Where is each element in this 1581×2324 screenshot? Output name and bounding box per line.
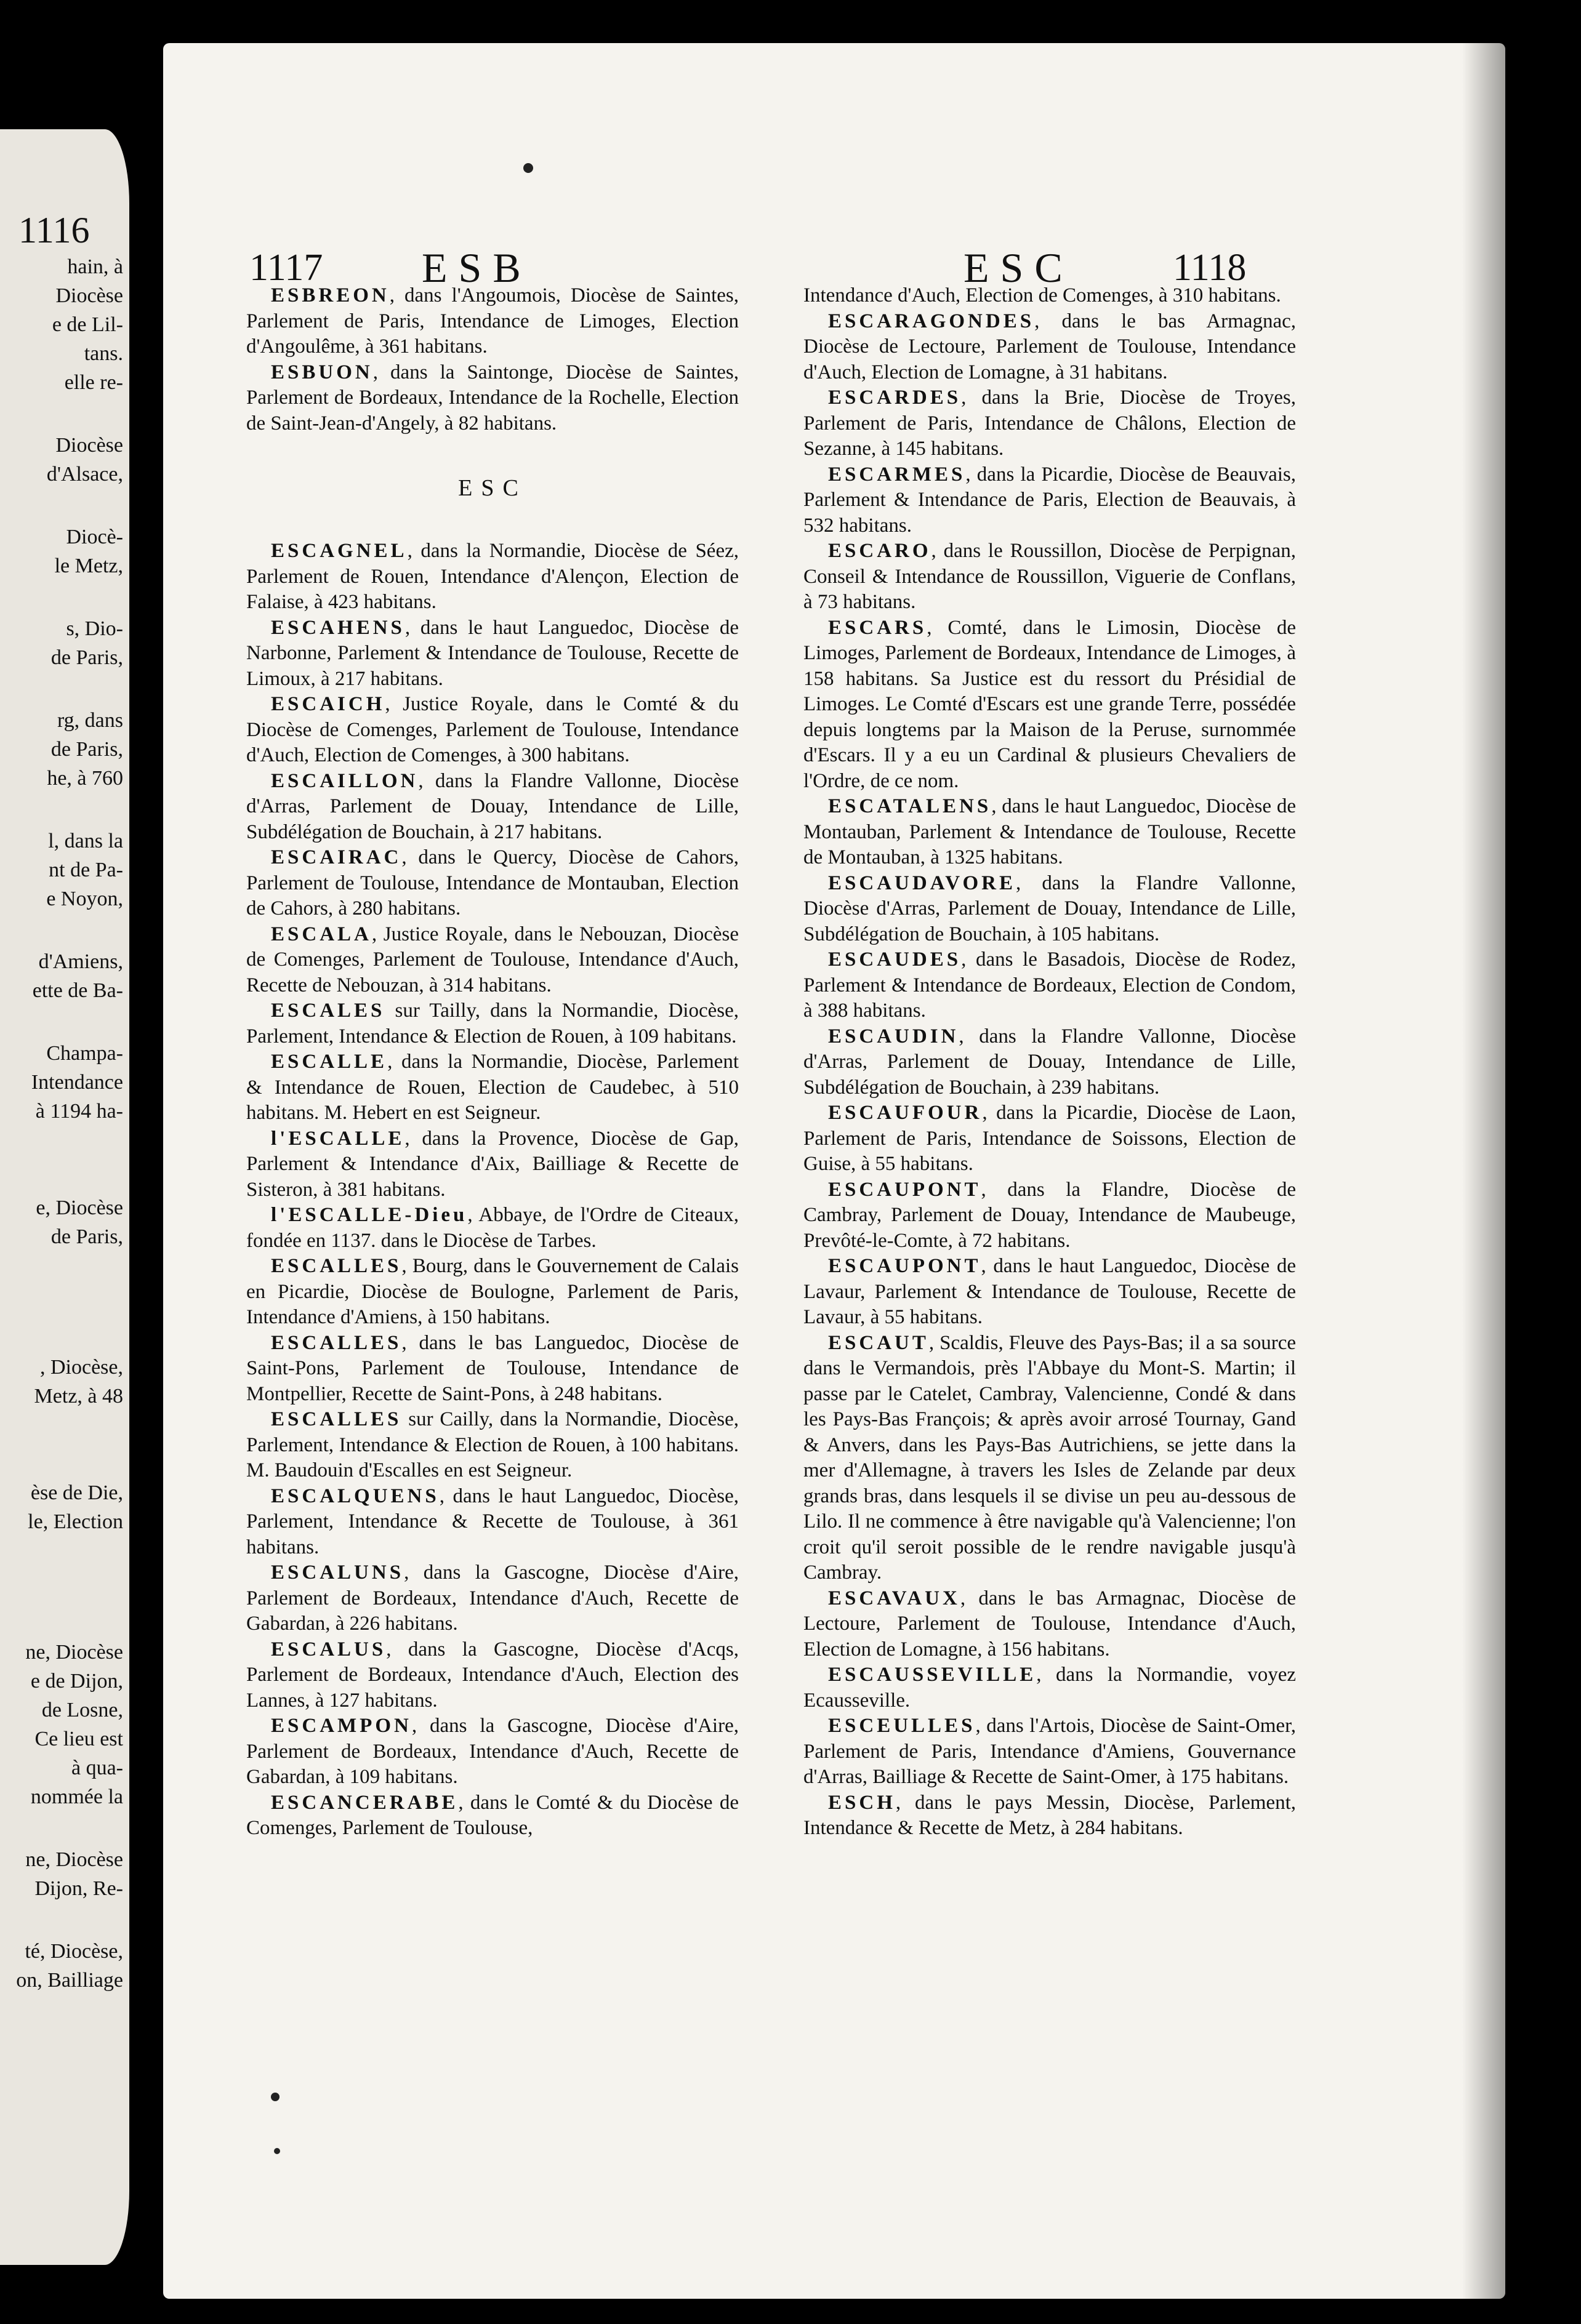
right-page-number: 1118 xyxy=(1173,247,1247,289)
gazetteer-entry xyxy=(803,1713,1296,1790)
entry-headword: l'ESCALLE xyxy=(271,1127,405,1150)
previous-page-line: de Paris, xyxy=(50,1225,123,1248)
entry-headword: ESCATALENS xyxy=(828,795,992,817)
gazetteer-entry xyxy=(246,360,739,437)
previous-page-line: hain, à xyxy=(67,255,123,278)
previous-page-line: tans. xyxy=(84,342,123,365)
previous-page-gap xyxy=(0,1903,123,1937)
previous-page-gap xyxy=(0,1536,123,1570)
entry-text: , dans la Normandie, Diocèse, Parlement & Intendance de Rouen, Election de Caudebec, à 510 habitans. M. Hebert en est Seigneur. xyxy=(246,1051,739,1124)
gazetteer-entry xyxy=(803,871,1296,948)
previous-page-line: e, Diocèse xyxy=(36,1196,123,1219)
section-heading: ESC xyxy=(458,475,527,501)
previous-page-gap xyxy=(0,1319,123,1353)
previous-page-gap xyxy=(0,913,123,947)
previous-page-line: d'Alsace, xyxy=(46,463,123,486)
gazetteer-entry xyxy=(246,1049,739,1126)
entry-headword: ESCALLES xyxy=(271,1331,402,1354)
previous-page-line: s, Dio- xyxy=(66,617,123,640)
gazetteer-entry xyxy=(803,1790,1296,1841)
entry-text: , dans le pays Messin, Diocèse, Parlement, Intendance & Recette de Metz, à 284 habitans. xyxy=(803,1791,1296,1839)
entry-text: , dans la Picardie, Diocèse de Beauvais, Parlement & Intendance de Paris, Election de Beauvais, à 532 habitans. xyxy=(803,463,1296,537)
gazetteer-entry xyxy=(246,1637,739,1714)
entry-headword: l'ESCALLE-Dieu xyxy=(271,1204,468,1226)
entry-text: , dans le haut Languedoc, Diocèse de Montauban, Parlement & Intendance de Toulouse, Recette de Montauban, à 1325 habitans. xyxy=(803,795,1296,868)
gazetteer-entry xyxy=(246,539,739,615)
entry-headword: ESCARS xyxy=(828,616,927,639)
entry-text: , dans le Comté & du Diocèse de Comenges, Parlement de Toulouse, xyxy=(246,1791,739,1839)
entry-headword: ESCH xyxy=(828,1791,896,1814)
gazetteer-entry xyxy=(246,769,739,846)
entry-headword: ESCALUS xyxy=(271,1638,387,1661)
entry-text: , dans le haut Languedoc, Diocèse, Parlement, Intendance & Recette de Toulouse, à 361 habitans. xyxy=(246,1485,739,1558)
entry-headword: ESCAVAUX xyxy=(828,1587,960,1609)
previous-page-line: on, Bailliage xyxy=(16,1969,123,1992)
entry-text: , dans la Normandie, Diocèse de Séez, Parlement de Rouen, Intendance d'Alençon, Election de Falaise, à 423 habitans. xyxy=(246,540,739,613)
previous-page-line: de Losne, xyxy=(41,1699,123,1721)
entry-text: , dans la Flandre, Diocèse de Cambray, Parlement de Douay, Intendance de Maubeuge, Prevôté-le-Comte, à 72 habitans. xyxy=(803,1178,1296,1252)
entry-headword: ESCANCERABE xyxy=(271,1791,459,1814)
previous-page-line: he, à 760 xyxy=(47,767,123,790)
previous-page-line: de Paris, xyxy=(50,646,123,669)
entry-headword: ESCEULLES xyxy=(828,1715,976,1737)
left-entries-before-section xyxy=(246,283,739,436)
entry-text: , dans le haut Languedoc, Diocèse de Lavaur, Parlement & Intendance de Toulouse, Recette de Lavaur, à 55 habitans. xyxy=(803,1255,1296,1328)
previous-page-line: elle re- xyxy=(64,371,123,394)
entry-headword: ESCAILLON xyxy=(271,769,419,792)
entry-headword: ESCAIRAC xyxy=(271,846,402,868)
gazetteer-entry xyxy=(803,615,1296,795)
entry-text: , dans la Gascogne, Diocèse d'Acqs, Parlement de Bordeaux, Intendance d'Auch, Election des Lannes, à 127 habitans. xyxy=(246,1638,739,1712)
entry-text: , dans le bas Languedoc, Diocèse de Saint-Pons, Parlement de Toulouse, Intendance de Montpellier, Recette de Saint-Pons, à 248 habitans. xyxy=(246,1331,739,1405)
entry-headword: ESCALES xyxy=(271,1000,385,1022)
previous-page-line: Diocèse xyxy=(55,284,123,307)
gazetteer-entry xyxy=(803,1100,1296,1177)
entry-headword: ESCALLE xyxy=(271,1051,388,1073)
previous-page-line: d'Amiens, xyxy=(38,950,123,973)
previous-page-line: ne, Diocèse xyxy=(25,1641,123,1664)
gazetteer-entry xyxy=(803,1177,1296,1254)
gazetteer-entry xyxy=(246,1331,739,1408)
previous-page-line: le Metz, xyxy=(54,555,123,577)
previous-page-line: Metz, à 48 xyxy=(34,1385,123,1408)
previous-page-line: té, Diocèse, xyxy=(25,1940,123,1963)
gazetteer-entry xyxy=(803,1662,1296,1713)
entry-text: , Bourg, dans le Gouvernement de Calais en Picardie, Diocèse de Boulogne, Parlement de Paris, Intendance d'Amiens, à 150 habitans. xyxy=(246,1255,739,1328)
previous-page-gap xyxy=(0,489,123,523)
entry-headword: ESCALUNS xyxy=(271,1561,404,1584)
binding-shadow xyxy=(1462,43,1505,2299)
gazetteer-entry xyxy=(803,1586,1296,1663)
previous-page-edge xyxy=(0,129,129,2265)
entry-text: , dans la Gascogne, Diocèse d'Aire, Parlement de Bordeaux, Intendance d'Auch, Recette de Gabardan, à 109 habitans. xyxy=(246,1715,739,1788)
entry-text: , dans le Basadois, Diocèse de Rodez, Parlement & Intendance de Bordeaux, Election de Condom, à 388 habitans. xyxy=(803,948,1296,1022)
entry-text: , Justice Royale, dans le Comté & du Diocèse de Comenges, Parlement de Toulouse, Intendance d'Auch, Election de Comenges, à 300 habitans. xyxy=(246,693,739,766)
entry-headword: ESCAUDIN xyxy=(828,1025,959,1048)
entry-text: , Justice Royale, dans le Nebouzan, Diocèse de Comenges, Parlement de Toulouse, Intendance d'Auch, Recette de Nebouzan, à 314 habitans. xyxy=(246,923,739,996)
previous-page-gap xyxy=(0,793,123,827)
previous-page-line: Diocè- xyxy=(66,526,123,548)
previous-page-line: Intendance xyxy=(31,1071,123,1094)
left-page-number: 1117 xyxy=(249,247,323,289)
entry-text: , Scaldis, Fleuve des Pays-Bas; il a sa source dans le Vermandois, près l'Abbaye du Mont-S. Martin; il passe par le Catelet, Cambray, Valencienne, Condé & dans les Pays-Bas François; & après avoir arrosé Tournay, Gand & Anvers, dans les Pays-Bas Autrichiens, se jette dans la mer d'Allemagne, à travers les Isles de Zelande par deux grands bras, dans lesquels il se divise un peu au-dessous de Lilo. Il ne commence à être navigable qu'à Valencienne; l'on croit qu'il seroit possible de le rendre navigable jusqu'à Cambray. xyxy=(803,1331,1296,1584)
gazetteer-entry xyxy=(246,1560,739,1637)
entry-headword: ESBREON xyxy=(271,284,390,307)
entry-headword: ESCARDES xyxy=(828,387,962,409)
gazetteer-entry xyxy=(246,692,739,769)
entry-headword: ESCAUT xyxy=(828,1331,929,1354)
entry-text: , dans la Flandre Vallonne, Diocèse d'Arras, Parlement de Douay, Intendance de Lille, Subdélégation de Bouchain, à 239 habitans. xyxy=(803,1025,1296,1099)
entry-text: sur Tailly, dans la Normandie, Diocèse, Parlement, Intendance & Election de Rouen, à 109 habitans. xyxy=(246,1000,739,1048)
previous-page-gap xyxy=(0,672,123,706)
previous-page-line: Dijon, Re- xyxy=(34,1877,123,1900)
previous-page-line: e Noyon, xyxy=(46,888,123,910)
gazetteer-entry xyxy=(803,1331,1296,1586)
previous-page-line: à qua- xyxy=(71,1757,123,1779)
entry-headword: ESCALQUENS xyxy=(271,1485,440,1507)
ink-speck xyxy=(271,2093,280,2101)
left-column xyxy=(246,283,739,1841)
previous-page-line: e de Dijon, xyxy=(30,1670,123,1693)
entry-text: , dans la Provence, Diocèse de Gap, Parlement & Intendance d'Aix, Bailliage & Recette de Sisteron, à 381 habitans. xyxy=(246,1127,739,1201)
entry-text: , dans la Flandre Vallonne, Diocèse d'Arras, Parlement de Douay, Intendance de Lille, Subdélégation de Bouchain, à 105 habitans. xyxy=(803,872,1296,945)
entry-text: , dans l'Angoumois, Diocèse de Saintes, Parlement de Paris, Intendance de Limoges, Election d'Angoulême, à 361 habitans. xyxy=(246,284,739,358)
previous-page-line: ette de Ba- xyxy=(32,979,123,1002)
entry-headword: ESCAUPONT xyxy=(828,1255,981,1277)
gazetteer-entry xyxy=(246,845,739,922)
entry-headword: ESCAUFOUR xyxy=(828,1102,983,1124)
ink-speck xyxy=(523,163,533,173)
previous-page-gap xyxy=(0,1604,123,1638)
entry-text: sur Cailly, dans la Normandie, Diocèse, Parlement, Intendance & Election de Rouen, à 100 habitans. M. Baudouin d'Escalles en est Seigneur. xyxy=(246,1408,739,1481)
previous-page-line: de Paris, xyxy=(50,738,123,761)
entry-headword: ESCAUSSEVILLE xyxy=(828,1664,1037,1686)
previous-page-line: e de Lil- xyxy=(52,313,123,336)
previous-page-line: , Diocèse, xyxy=(39,1356,123,1379)
previous-page-line: Ce lieu est xyxy=(34,1728,123,1750)
gazetteer-entry xyxy=(803,385,1296,462)
entry-headword: ESCAGNEL xyxy=(271,540,408,562)
previous-page-line: l, dans la xyxy=(48,830,123,852)
entry-text: , dans l'Artois, Diocèse de Saint-Omer, Parlement de Paris, Intendance d'Amiens, Gouvernance d'Arras, Bailliage & Recette de Saint-Omer, à 175 habitans. xyxy=(803,1715,1296,1788)
gazetteer-entry xyxy=(246,1254,739,1331)
entry-headword: ESCALLES xyxy=(271,1408,402,1430)
entry-text: , Comté, dans le Limosin, Diocèse de Limoges, Parlement de Bordeaux, Intendance de Limoges, à 158 habitans. Sa Justice est du ressort du Présidial de Limoges. Le Comté d'Escars est une grande Terre, possédée depuis longtems par la Maison de la Peruse, surnommée d'Escars. Il y a eu un Cardinal & plusieurs Chevaliers de l'Ordre, de ce nom. xyxy=(803,616,1296,792)
entry-headword: ESCARMES xyxy=(828,463,966,486)
previous-page-line: èse de Die, xyxy=(30,1481,123,1504)
left-running-title: ESB xyxy=(422,244,532,291)
entry-headword: ESCARAGONDES xyxy=(828,310,1035,332)
previous-page-gap xyxy=(0,580,123,614)
entry-text: , dans la Flandre Vallonne, Diocèse d'Arras, Parlement de Douay, Intendance de Lille, Subdélégation de Bouchain, à 217 habitans. xyxy=(246,769,739,843)
previous-page-gap xyxy=(0,1160,123,1193)
entry-text: , dans le bas Armagnac, Diocèse de Lectoure, Parlement de Toulouse, Intendance d'Auch, Election de Lomagne, à 31 habitans. xyxy=(803,310,1296,383)
gazetteer-entry xyxy=(803,1024,1296,1101)
entry-text: , dans la Normandie, voyez Ecausseville. xyxy=(803,1664,1296,1712)
gazetteer-entry xyxy=(246,998,739,1049)
previous-page-gap xyxy=(0,1285,123,1319)
gazetteer-entry xyxy=(246,1407,739,1484)
gazetteer-entry xyxy=(803,539,1296,615)
gazetteer-entry xyxy=(803,794,1296,871)
previous-page-gap xyxy=(0,1570,123,1604)
previous-page-line: nommée la xyxy=(30,1785,123,1808)
previous-page-line: nt de Pa- xyxy=(49,859,123,881)
entry-text: , dans la Brie, Diocèse de Troyes, Parlement de Paris, Intendance de Châlons, Election de Sezanne, à 145 habitans. xyxy=(803,387,1296,460)
previous-page-gap xyxy=(0,1411,123,1444)
previous-page-gap xyxy=(0,397,123,431)
gazetteer-entry xyxy=(246,1126,739,1203)
gazetteer-entry xyxy=(803,462,1296,539)
entry-text: , dans le Roussillon, Diocèse de Perpignan, Conseil & Intendance de Roussillon, Viguerie de Conflans, à 73 habitans. xyxy=(803,540,1296,613)
previous-page-line: Diocèse xyxy=(55,434,123,457)
gazetteer-entry xyxy=(246,1713,739,1790)
previous-page-gap xyxy=(0,1005,123,1039)
entry-headword: ESCAHENS xyxy=(271,616,405,639)
right-entries xyxy=(803,309,1296,1841)
gazetteer-entry xyxy=(803,947,1296,1024)
previous-page-line: Champa- xyxy=(46,1042,123,1065)
previous-page-text xyxy=(0,252,123,1995)
entry-text: , dans le Quercy, Diocèse de Cahors, Parlement de Toulouse, Intendance de Montauban, Election de Cahors, à 280 habitans. xyxy=(246,846,739,920)
right-running-title: ESC xyxy=(963,244,1074,291)
gazetteer-entry xyxy=(246,615,739,692)
previous-page-gap xyxy=(0,1126,123,1160)
gazetteer-entry xyxy=(246,1203,739,1254)
entry-headword: ESBUON xyxy=(271,361,373,383)
entry-headword: ESCAUPONT xyxy=(828,1178,981,1201)
left-entries-after-section xyxy=(246,539,739,1841)
entry-text: , dans la Saintonge, Diocèse de Saintes, Parlement de Bordeaux, Intendance de la Rochelle, Election de Saint-Jean-d'Angely, à 82 habitans. xyxy=(246,361,739,435)
right-column xyxy=(803,283,1296,1841)
entry-text: , dans le haut Languedoc, Diocèse de Narbonne, Parlement & Intendance de Toulouse, Recette de Limoux, à 217 habitans. xyxy=(246,616,739,690)
entry-headword: ESCALLES xyxy=(271,1255,402,1277)
entry-headword: ESCAICH xyxy=(271,693,385,715)
entry-headword: ESCAMPON xyxy=(271,1715,412,1737)
gazetteer-entry xyxy=(803,1254,1296,1331)
gazetteer-entry xyxy=(246,283,739,360)
previous-page-gap xyxy=(0,1444,123,1478)
entry-text: , Abbaye, de l'Ordre de Citeaux, fondée en 1137. dans le Diocèse de Tarbes. xyxy=(246,1204,739,1252)
previous-page-line: le, Election xyxy=(28,1510,123,1533)
continued-entry-text: Intendance d'Auch, Election de Comenges, à 310 habitans. xyxy=(803,284,1281,307)
previous-page-line: à 1194 ha- xyxy=(35,1100,123,1123)
gazetteer-entry xyxy=(246,1484,739,1561)
entry-text: , dans la Gascogne, Diocèse d'Aire, Parlement de Bordeaux, Intendance d'Auch, Recette de Gabardan, à 226 habitans. xyxy=(246,1561,739,1635)
entry-headword: ESCAUDAVORE xyxy=(828,872,1016,894)
entry-headword: ESCAUDES xyxy=(828,948,962,971)
gazetteer-entry xyxy=(246,1790,739,1841)
entry-text: , dans la Picardie, Diocèse de Laon, Parlement de Paris, Intendance de Soissons, Election de Guise, à 55 habitans. xyxy=(803,1102,1296,1175)
previous-page-gap xyxy=(0,1811,123,1845)
entry-headword: ESCARO xyxy=(828,540,931,562)
ink-speck xyxy=(274,2148,280,2154)
entry-text: , dans le bas Armagnac, Diocèse de Lectoure, Parlement de Toulouse, Intendance d'Auch, Election de Lomagne, à 156 habitans. xyxy=(803,1587,1296,1661)
previous-page-line: ne, Diocèse xyxy=(25,1848,123,1871)
gazetteer-entry xyxy=(803,309,1296,386)
previous-page-line: rg, dans xyxy=(57,709,123,732)
previous-page-number: 1116 xyxy=(18,210,90,250)
book-page xyxy=(163,43,1505,2299)
previous-page-gap xyxy=(0,1251,123,1285)
gazetteer-entry xyxy=(246,922,739,999)
entry-headword: ESCALA xyxy=(271,923,372,945)
